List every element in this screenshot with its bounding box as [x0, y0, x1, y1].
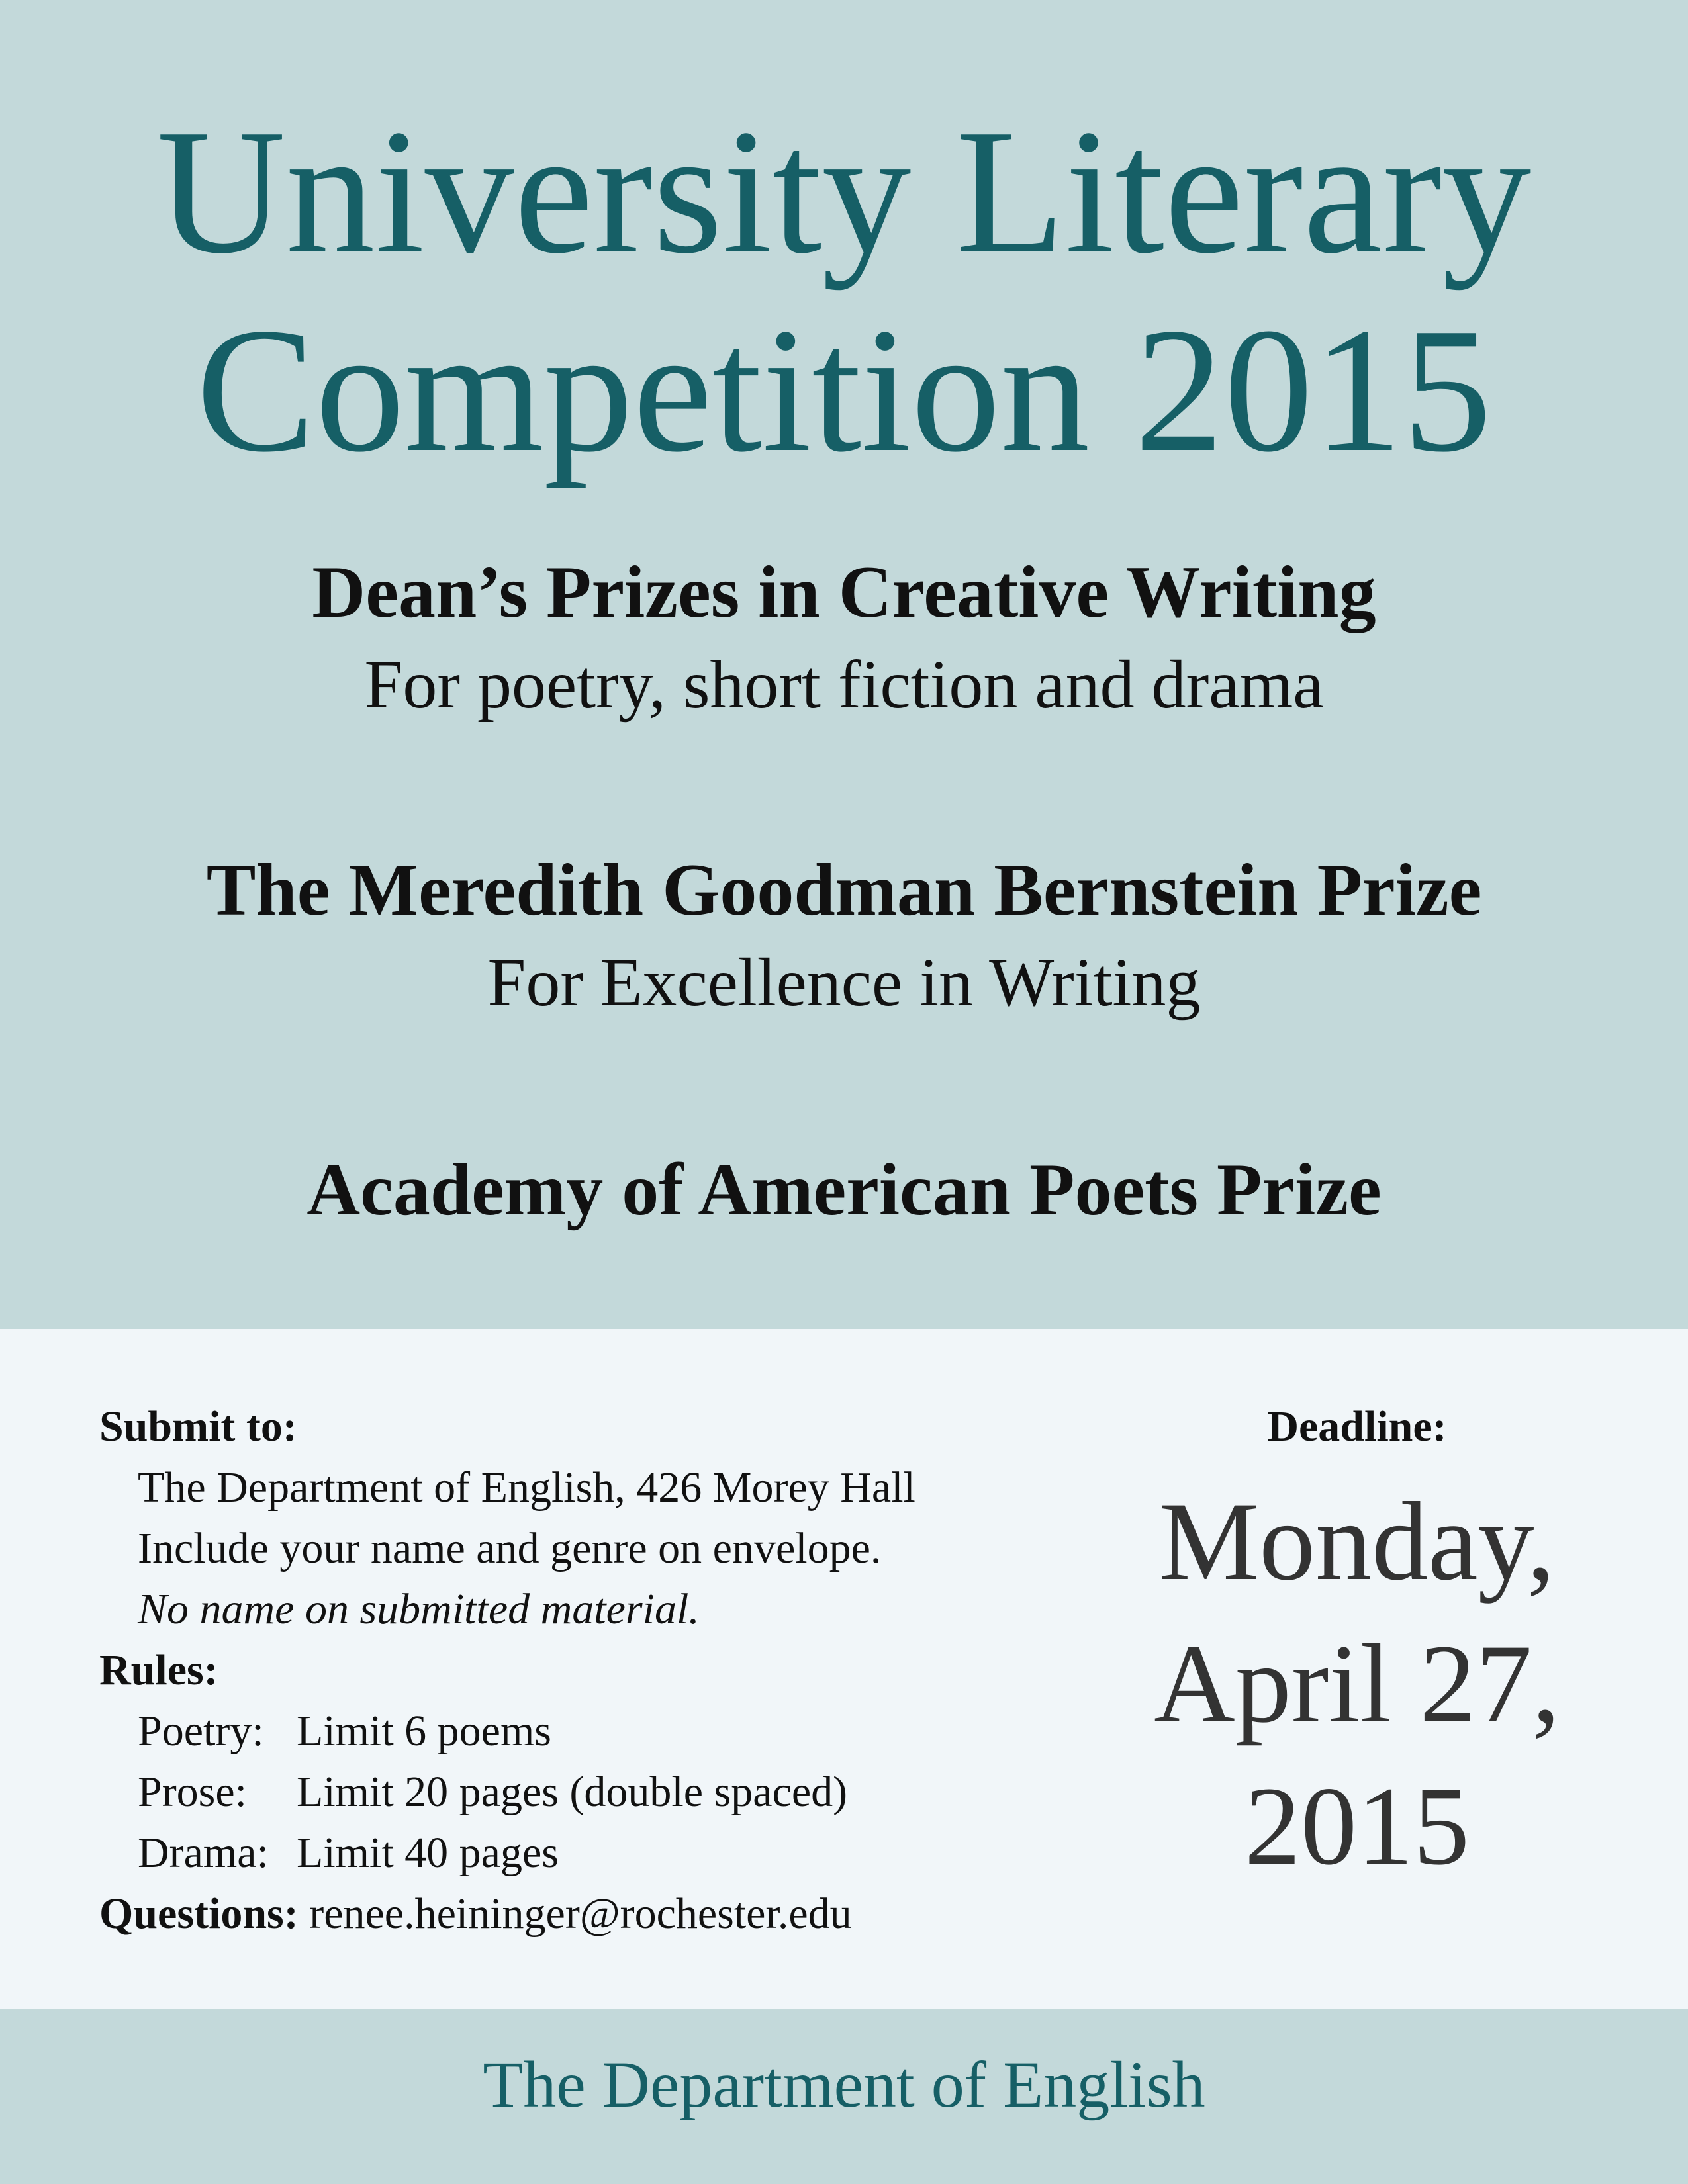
submit-instruction: Include your name and genre on envelope.: [138, 1524, 882, 1572]
prize-name: The Meredith Goodman Bernstein Prize: [206, 849, 1482, 931]
prize-academy: [0, 1144, 1688, 1236]
deadline-block: [1099, 1396, 1615, 1897]
submission-details: [99, 1396, 1092, 1944]
questions-row: [99, 1884, 1092, 1944]
deadline-label: Deadline:: [1267, 1402, 1447, 1451]
submit-address: The Department of English, 426 Morey Hall: [138, 1463, 915, 1512]
prize-name: Academy of American Poets Prize: [306, 1149, 1382, 1231]
rules-label: Rules:: [99, 1646, 218, 1694]
submit-note: No name on submitted material.: [138, 1585, 700, 1633]
title-line-1: University Literary: [156, 93, 1532, 291]
rule-key: Drama:: [138, 1829, 269, 1877]
deadline-line-3: 2015: [1244, 1764, 1470, 1888]
rule-poetry: [99, 1701, 1092, 1762]
rule-prose: [99, 1762, 1092, 1823]
rule-key: Poetry:: [138, 1707, 264, 1755]
prize-bernstein: [0, 844, 1688, 1029]
rule-value: Limit 20 pages (double spaced): [297, 1768, 848, 1816]
rule-value: Limit 6 poems: [297, 1707, 551, 1755]
rule-drama: [99, 1823, 1092, 1884]
deadline-date: [1099, 1471, 1615, 1897]
prize-subtitle: For Excellence in Writing: [487, 944, 1201, 1021]
deadline-line-2: April 27,: [1154, 1621, 1560, 1746]
deadline-line-1: Monday,: [1158, 1479, 1556, 1604]
prize-deans: [0, 546, 1688, 731]
rule-key: Prose:: [138, 1768, 247, 1816]
prize-name: Dean’s Prizes in Creative Writing: [312, 551, 1376, 633]
title-line-2: Competition 2015: [196, 291, 1492, 489]
questions-label: Questions:: [99, 1889, 299, 1938]
rule-value: Limit 40 pages: [297, 1829, 559, 1877]
submit-label: Submit to:: [99, 1402, 297, 1451]
poster-title: [0, 93, 1688, 490]
footer-department: The Department of English: [483, 2048, 1205, 2121]
prize-subtitle: For poetry, short fiction and drama: [364, 647, 1324, 723]
questions-email[interactable]: renee.heininger@rochester.edu: [309, 1889, 852, 1938]
